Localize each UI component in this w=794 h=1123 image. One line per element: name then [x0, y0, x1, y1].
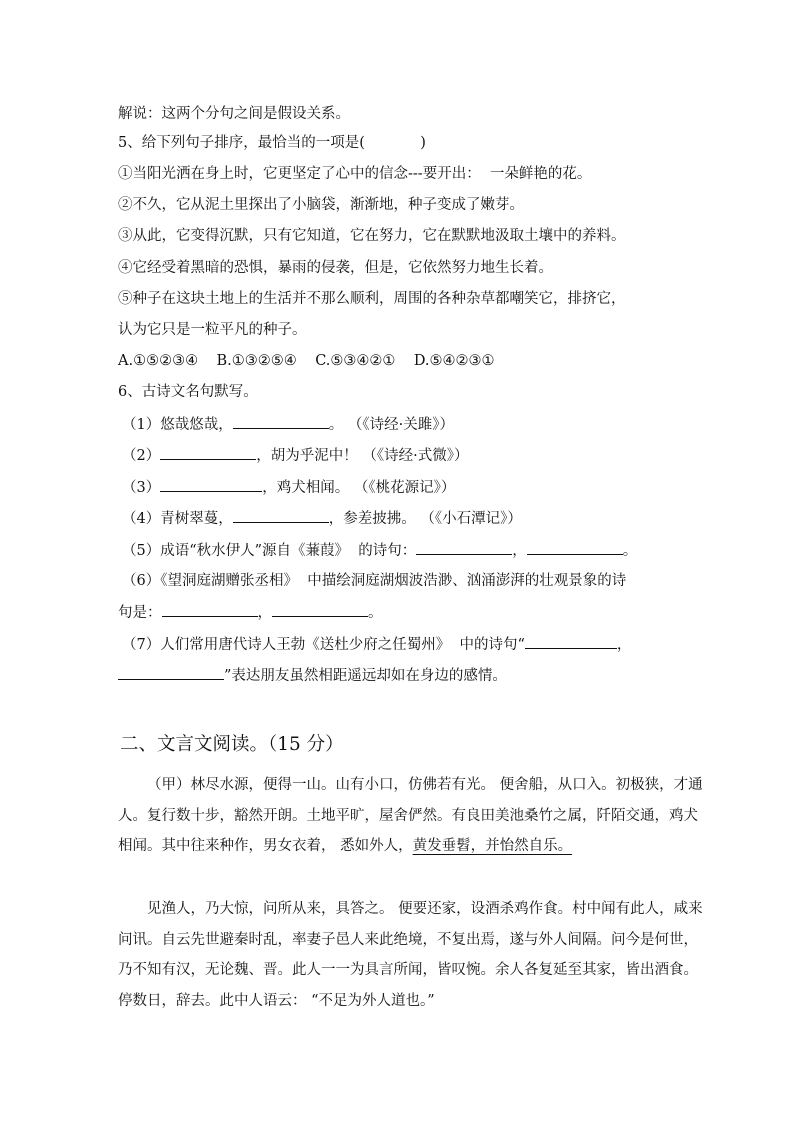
q6-item-6-line2: 句是： ， 。: [118, 602, 383, 623]
q6-item-5: （5）成语“秋水伊人”源自《蒹葭》 的诗句： ， 。: [122, 540, 637, 561]
q6-item-1: （1）悠哉悠哉， 。 （《诗经·关雎》）: [122, 414, 454, 435]
q6-item-7-line1: （7）人们常用唐代诗人王勃《送杜少府之任蜀州》 中的诗句“ ，: [122, 634, 631, 655]
q6-item-4: （4）青树翠蔓， ，参差披拂。 （《小石潭记》）: [122, 508, 522, 529]
q5-sentence-4: ④它经受着黑暗的恐惧，暴雨的侵袭，但是，它依然努力地生长着。: [118, 260, 553, 276]
q6-item-2: （2） ，胡为乎泥中！ （《诗经·式微》）: [122, 445, 468, 466]
q6-item-6-line1: （6）《望洞庭湖赠张丞相》 中描绘洞庭湖烟波浩渺、汹涌澎湃的壮观景象的诗: [122, 573, 627, 589]
passage-jia-continued: 见渔人，乃大惊，问所从来，具答之。 便要还家，设酒杀鸡作食。村中闻有此人，咸来问讯。自云先世避秦时乱，率妻子邑人来此绝境，不复出焉，遂与外人间隔。问今是何世，乃不知有汉，无论魏、晋。此人一一为具言所闻，皆叹惋。余人各复延至其家，皆出酒食。停数日，辞去。此中人语云： “不足为外人道也。”: [118, 901, 703, 1009]
answer-blank[interactable]: [160, 445, 256, 460]
q5-options: A.①⑤②③④ B.①③②⑤④ C.⑤③④②① D.⑤④②③①: [118, 353, 495, 369]
q5-stem: 5、给下列句子排序，最恰当的一项是( ): [118, 135, 426, 151]
answer-blank[interactable]: [233, 414, 329, 429]
answer-blank[interactable]: [118, 665, 224, 680]
q6-stem: 6、古诗文名句默写。: [118, 384, 258, 400]
answer-blank[interactable]: [162, 602, 258, 617]
q5-sentence-5-line1: ⑤种子在这块土地上的生活并不那么顺利，周围的各种杂草都嘲笑它，排挤它，: [118, 291, 626, 307]
passage-jia: （甲）林尽水源，便得一山。山有小口，仿佛若有光。 便舍船，从口入。初极狭，才通人。复行数十步，豁然开朗。土地平旷，屋舍俨然。有良田美池桑竹之属，阡陌交通，鸡犬相闻。其中往来种作，男女衣着， 悉如外人，黄发垂髫，并怡然自乐。: [118, 777, 703, 854]
q5-sentence-5-line2: 认为它只是一粒平凡的种子。: [118, 322, 307, 338]
underlined-phrase: 黄发垂髫，并怡然自乐。: [412, 838, 573, 854]
section-2-heading: 二、文言文阅读。（15 分）: [120, 734, 344, 755]
answer-blank[interactable]: [233, 508, 329, 523]
explanation-text: 解说：这两个分句之间是假设关系。: [118, 106, 350, 122]
answer-blank[interactable]: [416, 540, 512, 555]
q6-item-3: （3） ，鸡犬相闻。 （《桃花源记》）: [122, 477, 455, 498]
answer-blank[interactable]: [160, 477, 262, 492]
answer-blank[interactable]: [527, 540, 623, 555]
q6-item-7-line2: ”表达朋友虽然相距遥远却如在身边的感情。: [118, 665, 507, 686]
q5-sentence-1: ①当阳光洒在身上时，它更坚定了心中的信念---要开出： 一朵鲜艳的花。: [118, 166, 592, 182]
q5-sentence-2: ②不久，它从泥土里探出了小脑袋，渐渐地，种子变成了嫩芽。: [118, 197, 524, 213]
answer-blank[interactable]: [272, 602, 368, 617]
answer-blank[interactable]: [525, 634, 617, 649]
q5-sentence-3: ③从此，它变得沉默，只有它知道，它在努力，它在默默地汲取土壤中的养料。: [118, 228, 626, 244]
